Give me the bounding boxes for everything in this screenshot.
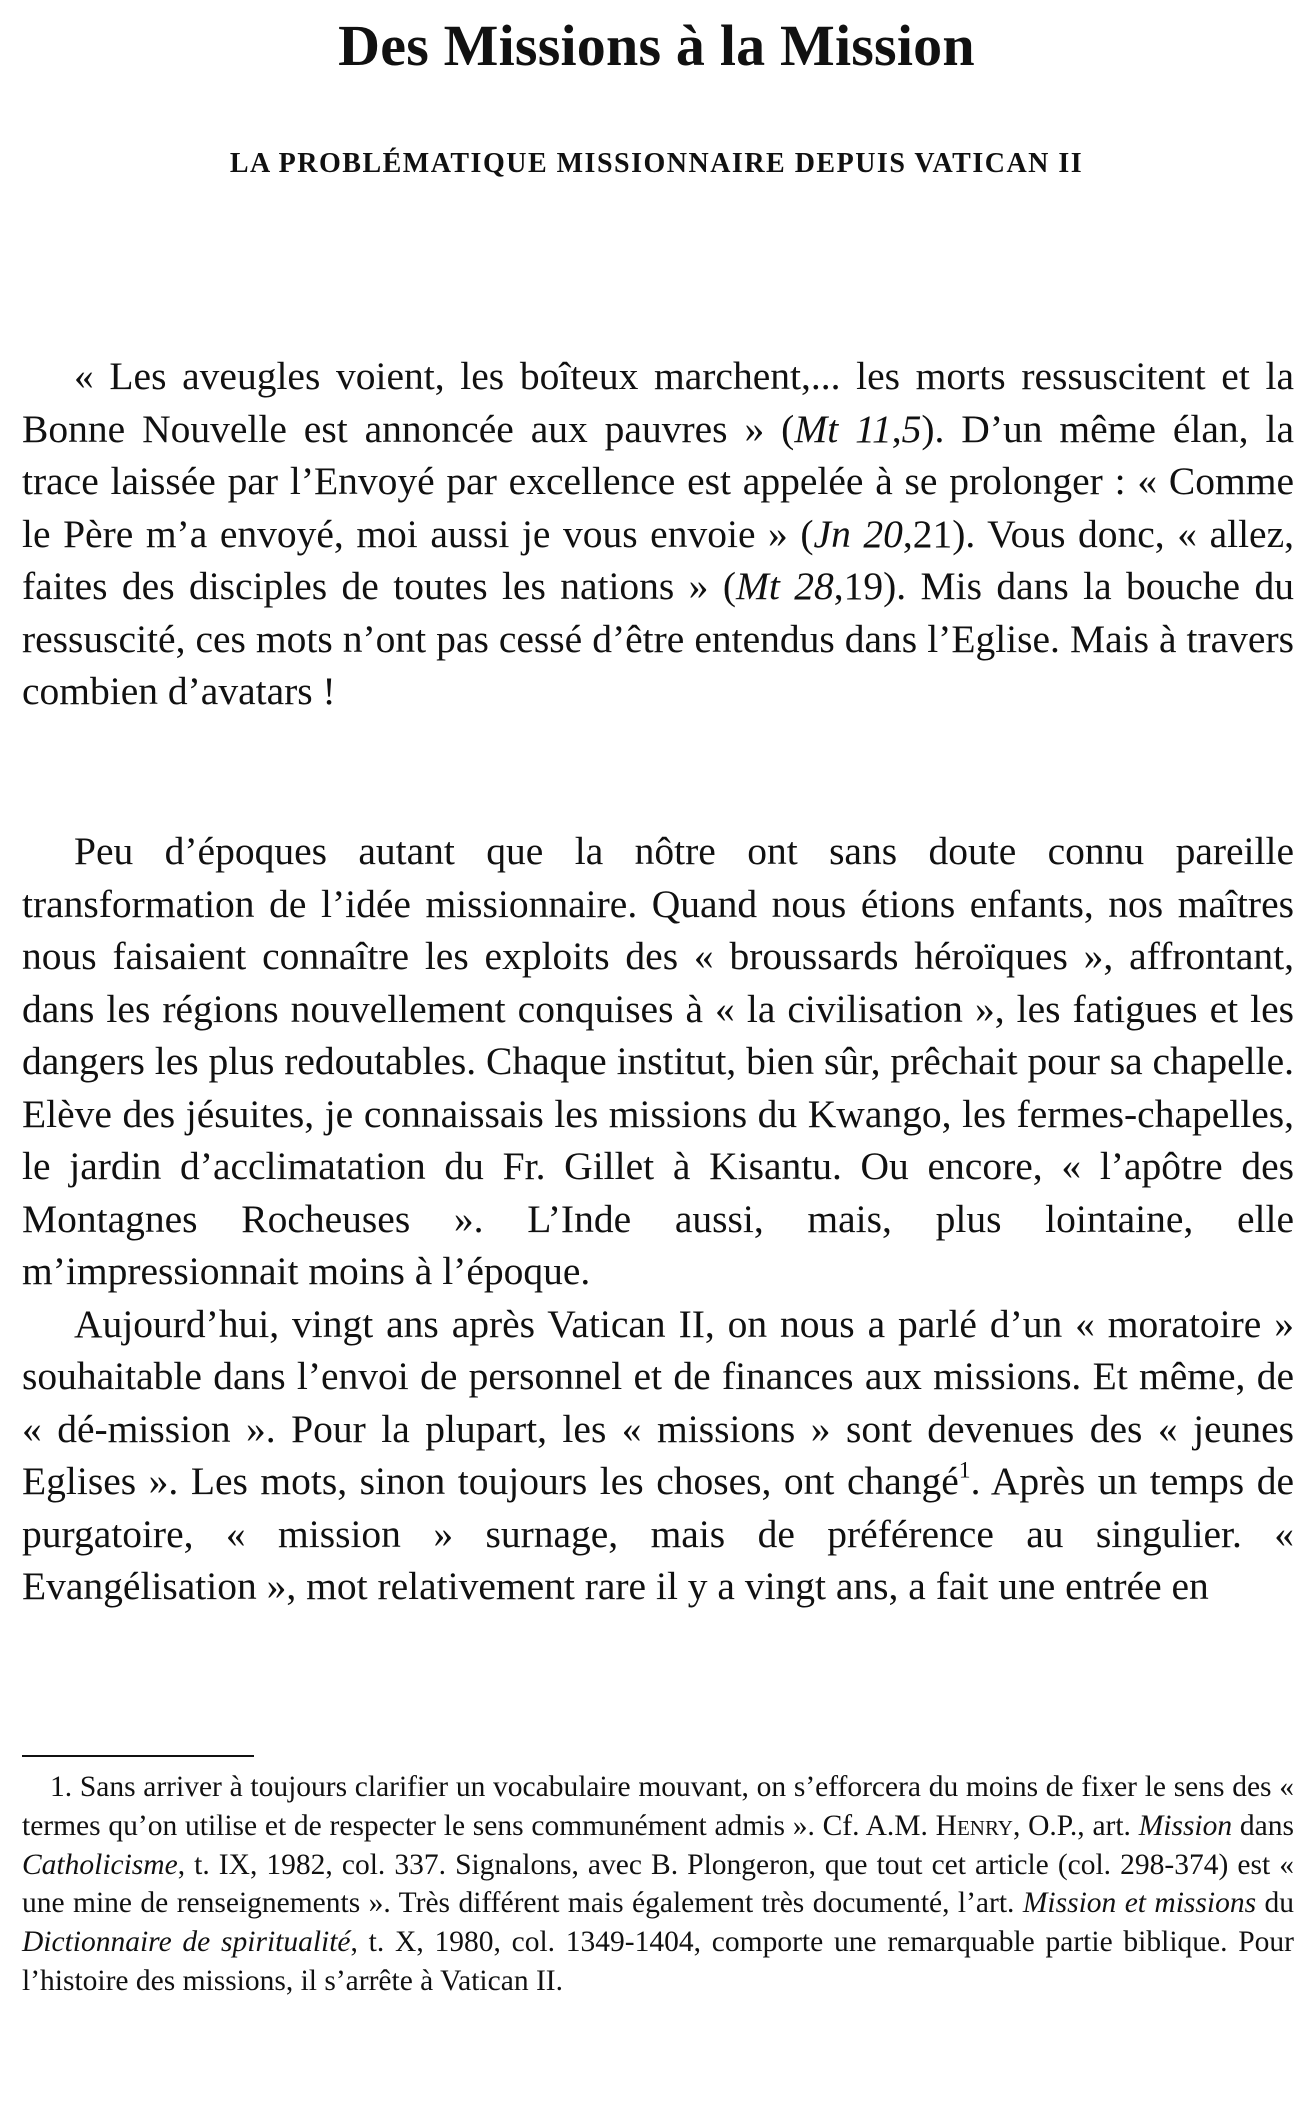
work-title: Mission et missions — [1022, 1887, 1257, 1920]
footnote-marker[interactable]: 1 — [958, 1457, 971, 1484]
scripture-reference: Jn 20 — [813, 511, 903, 556]
body-text — [22, 350, 1294, 718]
footnote-number: 1. — [50, 1771, 73, 1803]
footnote — [22, 1768, 1294, 2001]
work-title: Mission — [1138, 1809, 1233, 1842]
text-run: , t. X, 1980, col. 1349-1404, comporte une remarquable partie biblique. Pour l’histoire des missions, il s’arrête à Vatican II. — [22, 1926, 1294, 1997]
page-title: Des Missions à la Mission — [338, 13, 975, 78]
scripture-reference: Mt 11 — [794, 406, 892, 451]
work-title: Catholicisme — [22, 1848, 178, 1881]
paragraph-today — [22, 1298, 1294, 1613]
text-run: du — [1256, 1887, 1295, 1920]
text-run: ). D’un même élan, la trace laissée par l’Envoyé par excellence est appelée à se prolonger : « Comme le Père m’a envoyé, moi aussi je vous envoie » ( — [22, 406, 1294, 556]
work-title: Dictionnaire de spiritualité — [22, 1926, 351, 1959]
text-run: « Les aveugles voient, les boîteux marchent,... les morts ressuscitent et la Bonne Nouvelle est annoncée aux pauvres » ( — [22, 354, 1294, 451]
text-run: ,19 — [833, 564, 884, 608]
text-run: ,21 — [902, 511, 953, 556]
text-run: , t. IX, 1982, col. 337. Signalons, avec B. Plongeron, que tout cet article (col. 298-374) est « une mine de renseignements ». Très différent mais également très documenté, l’art. — [22, 1848, 1294, 1920]
body-text — [22, 825, 1294, 1613]
author-name: Henry — [935, 1809, 1013, 1842]
footnote-divider — [22, 1755, 254, 1757]
text-run: Aujourd’hui, vingt ans après Vatican II, on nous a parlé d’un « moratoire » souhaitable dans l’envoi de personnel et de finances aux missions. Et même, de « dé-mission ». Pour la plupart, les « missions » sont devenues des « jeunes Eglises ». Les mots, sinon toujours les choses, ont changé — [22, 1301, 1294, 1503]
text-run: Sans arriver à toujours clarifier un vocabulaire mouvant, on s’efforcera du moins de fixer le sens des « termes qu’on utilise et de respecter le sens communément admis ». Cf. A.M. — [22, 1771, 1294, 1842]
paragraph-memories: Peu d’époques autant que la nôtre ont sans doute connu pareille transformation de l’idée missionnaire. Quand nous étions enfants, nos maîtres nous faisaient connaître les exploits des « broussards héroïques », affrontant, dans les régions nouvellement conquises à « la civilisation », les fatigues et les dangers les plus redoutables. Chaque institut, bien sûr, prêchait pour sa chapelle. Elève des jésuites, je connaissais les missions du Kwango, les fermes-chapelles, le jardin d’acclimatation du Fr. Gillet à Kisantu. Ou encore, « l’apôtre des Montagnes Rocheuses ». L’Inde aussi, mais, plus lointaine, elle m’impressionnait moins à l’époque. — [22, 829, 1294, 1293]
text-run: , — [891, 406, 902, 451]
paragraph-quote — [22, 350, 1294, 718]
scripture-reference: Mt 28 — [735, 564, 834, 608]
text-run: dans — [1232, 1809, 1294, 1842]
text-run: ). Mis dans la bouche du ressuscité, ces mots n’ont pas cessé d’être entendus dans l’Eglise. Mais à travers combien d’avatars ! — [22, 564, 1294, 713]
text-run: . Après un temps de purgatoire, « mission » surnage, mais de préférence au singulier. « Evangélisation », mot relativement rare il y a vingt ans, a fait une entrée en — [22, 1459, 1294, 1608]
text-run: , O.P., art. — [1012, 1809, 1139, 1842]
text-run: ). Vous donc, « allez, faites des disciples de toutes les nations » ( — [22, 511, 1294, 608]
page-subtitle: LA PROBLÉMATIQUE MISSIONNAIRE DEPUIS VATICAN II — [229, 148, 1084, 179]
scripture-reference: 5 — [901, 406, 922, 451]
